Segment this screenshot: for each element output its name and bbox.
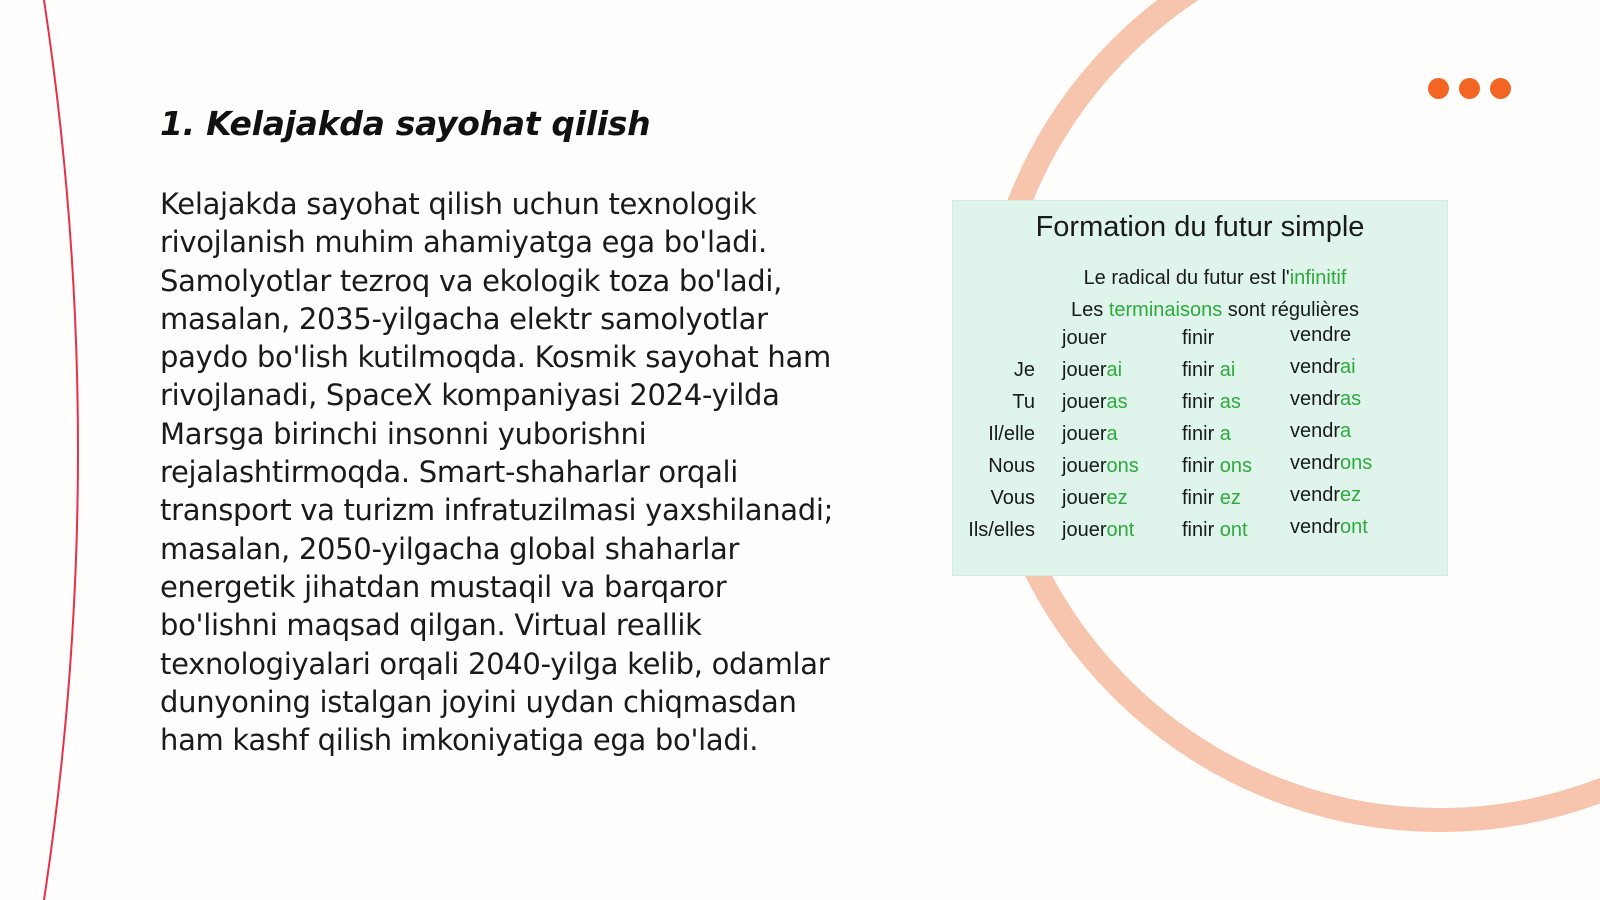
verb-header-finir: finir	[1182, 327, 1215, 349]
terminaisons-highlight: terminaisons	[1108, 299, 1223, 321]
orange-dot	[1490, 78, 1511, 99]
verb-ending: ez	[1340, 484, 1362, 506]
verb-ending: ons	[1106, 455, 1139, 477]
pronoun-label: Il/elle	[988, 423, 1035, 445]
verb-ending: as	[1340, 388, 1362, 410]
orange-dot	[1428, 78, 1449, 99]
verb-ending: ez	[1106, 487, 1128, 509]
pronoun-label: Tu	[1012, 391, 1035, 413]
verb-ending: a	[1219, 423, 1231, 445]
verb-stem: vendr	[1290, 452, 1341, 474]
conjugated-form	[1290, 420, 1351, 443]
pronoun-label: Je	[1013, 359, 1035, 381]
verb-stem: vendr	[1290, 516, 1341, 538]
infinitif-highlight: infinitif	[1289, 267, 1347, 289]
verb-stem: vendr	[1290, 484, 1341, 506]
conjugated-form	[1290, 516, 1368, 539]
verb-header-jouer: jouer	[1062, 327, 1107, 349]
conjugated-form	[1290, 484, 1361, 507]
conjugation-card	[952, 200, 1448, 576]
verb-stem: finir	[1182, 391, 1220, 413]
verb-ending: ai	[1219, 359, 1236, 381]
verb-stem: vendr	[1290, 356, 1341, 378]
verb-ending: as	[1219, 391, 1241, 413]
verb-header-vendre: vendre	[1290, 324, 1352, 346]
conjugated-form	[1182, 359, 1235, 382]
verb-ending: ai	[1106, 359, 1123, 381]
verb-stem: finir	[1182, 359, 1220, 381]
conjugated-form	[1062, 359, 1122, 382]
verb-stem: jouer	[1062, 455, 1107, 477]
conjugated-form	[1062, 455, 1139, 478]
verb-stem: jouer	[1062, 519, 1107, 541]
verb-ending: a	[1106, 423, 1118, 445]
conjugated-form	[1062, 423, 1118, 446]
slide-title: 1. Kelajakda sayohat qilish	[160, 104, 651, 143]
verb-ending: ez	[1219, 487, 1241, 509]
verb-stem: jouer	[1062, 423, 1107, 445]
verb-ending: ons	[1219, 455, 1253, 477]
conjugated-form	[1062, 519, 1134, 542]
verb-ending: as	[1106, 391, 1128, 413]
conjugated-form	[1062, 487, 1128, 510]
pronoun-label: Nous	[988, 455, 1035, 477]
radical-rule-line: Le radical du futur est l'infinitif	[1083, 267, 1347, 289]
verb-ending: ont	[1340, 516, 1368, 538]
verb-stem: finir	[1182, 487, 1220, 509]
conjugated-form	[1290, 388, 1361, 411]
conjugated-form	[1290, 356, 1356, 379]
conjugated-form	[1182, 487, 1241, 510]
verb-ending: ons	[1340, 452, 1373, 474]
conjugated-form	[1062, 391, 1128, 414]
left-red-curve	[44, 0, 78, 900]
verb-stem: jouer	[1062, 487, 1107, 509]
pronoun-label: Ils/elles	[968, 519, 1035, 541]
verb-stem: jouer	[1062, 359, 1107, 381]
pronoun-label: Vous	[990, 487, 1035, 509]
conjugated-form	[1182, 391, 1241, 414]
verb-stem: finir	[1182, 423, 1220, 445]
verb-stem: vendr	[1290, 420, 1341, 442]
verb-stem: finir	[1182, 455, 1220, 477]
verb-stem: jouer	[1062, 391, 1107, 413]
conjugated-form	[1290, 452, 1372, 475]
terminaisons-rule-line: Les terminaisons sont régulières	[1071, 299, 1359, 321]
verb-stem: vendr	[1290, 388, 1341, 410]
orange-dot	[1459, 78, 1480, 99]
conjugated-form	[1182, 519, 1248, 542]
card-title: Formation du futur simple	[1035, 211, 1365, 243]
conjugated-form	[1182, 455, 1252, 478]
verb-ending: a	[1340, 420, 1352, 442]
menu-dots	[1428, 78, 1511, 99]
verb-ending: ai	[1340, 356, 1356, 378]
conjugated-form	[1182, 423, 1231, 446]
verb-ending: ont	[1106, 519, 1135, 541]
slide-body-text: Kelajakda sayohat qilish uchun texnologik rivojlanish muhim ahamiyatga ega bo'ladi. Samolyotlar tezroq va ekologik toza bo'ladi, masalan, 2035-yilgacha elektr samolyotlar paydo bo'lish kutilmoqda. Kosmik sayohat ham rivojlanadi, SpaceX kompaniyasi 2024-yilda Marsga birinchi insonni yuborishni rejalashtirmoqda. Smart-shaharlar orqali transport va turizm infratuzilmasi yaxshilanadi; masalan, 2050-yilgacha global shaharlar energetik jihatdan mustaqil va barqaror bo'lishni maqsad qilgan. Virtual reallik texnologiyalari orqali 2040-yilga kelib, odamlar dunyoning istalgan joyini uydan chiqmasdan ham kashf qilish imkoniyatiga ega bo'ladi.	[160, 187, 834, 758]
verb-stem: finir	[1182, 519, 1220, 541]
verb-ending: ont	[1219, 519, 1248, 541]
